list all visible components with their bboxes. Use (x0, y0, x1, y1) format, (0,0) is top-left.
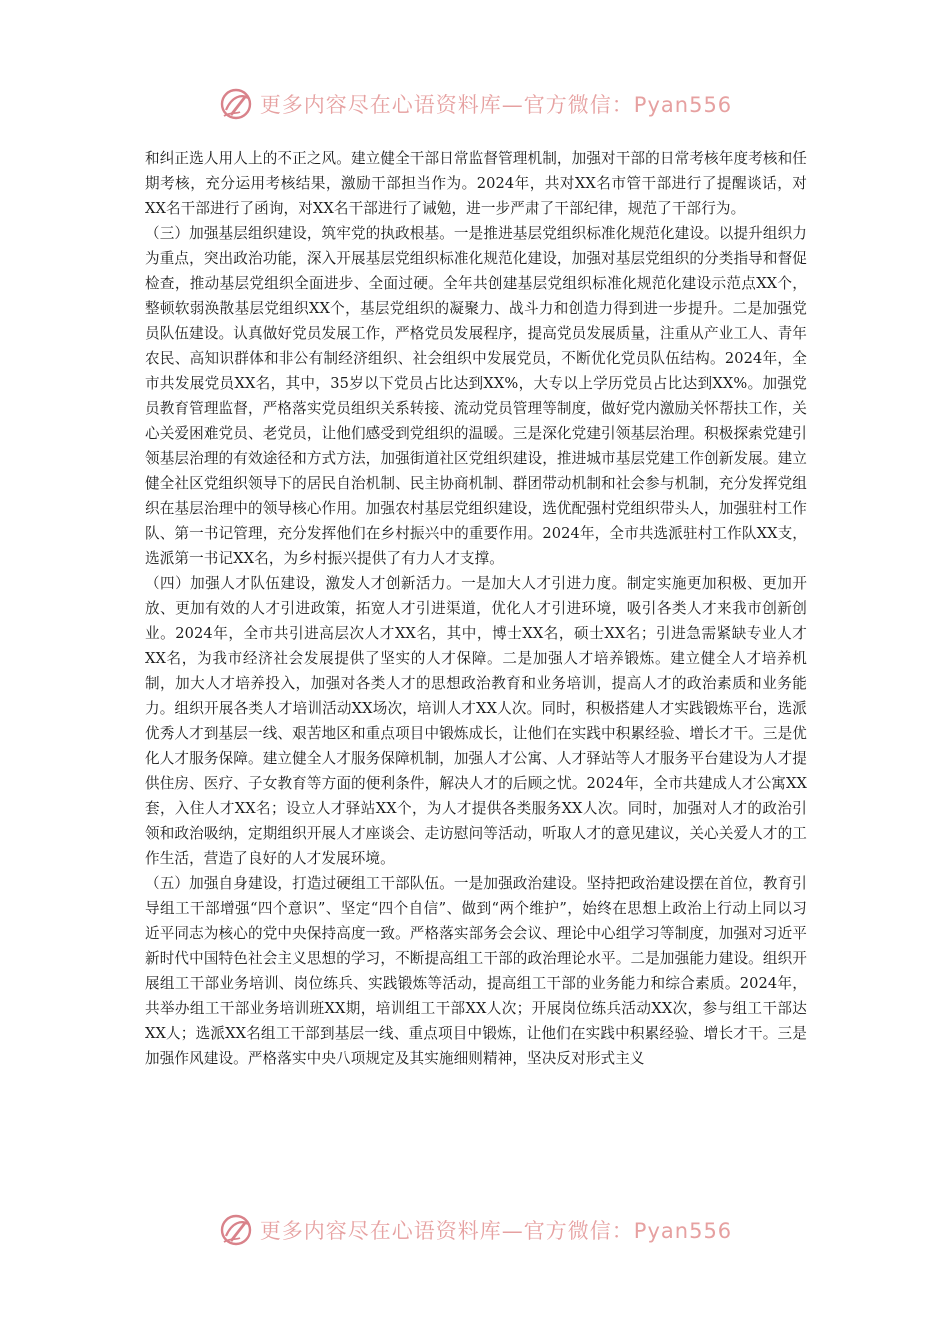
watermark-text: 更多内容尽在心语资料库—官方微信：Pyan556 (259, 93, 733, 117)
paragraph-section-5: （五）加强自身建设，打造过硬组工干部队伍。一是加强政治建设。坚持把政治建设摆在首位，教育引导组工干部增强“四个意识”、坚定“四个自信”、做到“两个维护”，始终在思想上政治上行动上同以习近平同志为核心的党中央保持高度一致。严格落实部务会会议、理论中心组学习等制度，加强对习近平新时代中国特色社会主义思想的学习，不断提高组工干部的政治理论水平。二是加强能力建设。组织开展组工干部业务培训、岗位练兵、实践锻炼等活动，提高组工干部的业务能力和综合素质。2024年，共举办组工干部业务培训班XX期，培训组工干部XX人次；开展岗位练兵活动XX次，参与组工干部达XX人；选派XX名组工干部到基层一线、重点项目中锻炼，让他们在实践中积累经验、增长才干。三是加强作风建设。严格落实中央八项规定及其实施细则精神，坚决反对形式主义 (145, 875, 807, 1067)
header-watermark (0, 84, 950, 124)
paragraph-section-3: （三）加强基层组织建设，筑牢党的执政根基。一是推进基层党组织标准化规范化建设。以提升组织力为重点，突出政治功能，深入开展基层党组织标准化规范化建设，加强对基层党组织的分类指导和督促检查，推动基层党组织全面进步、全面过硬。全年共创建基层党组织标准化规范化建设示范点XX个，整顿软弱涣散基层党组织XX个，基层党组织的凝聚力、战斗力和创造力得到进一步提升。二是加强党员队伍建设。认真做好党员发展工作，严格党员发展程序，提高党员发展质量，注重从产业工人、青年农民、高知识群体和非公有制经济组织、社会组织中发展党员，不断优化党员队伍结构。2024年，全市共发展党员XX名，其中，35岁以下党员占比达到XX%，大专以上学历党员占比达到XX%。加强党员教育管理监督，严格落实党员组织关系转接、流动党员管理等制度，做好党内激励关怀帮扶工作，关心关爱困难党员、老党员，让他们感受到党组织的温暖。三是深化党建引领基层治理。积极探索党建引领基层治理的有效途径和方式方法，加强街道社区党组织建设，推进城市基层党建工作创新发展。建立健全社区党组织领导下的居民自治机制、民主协商机制、群团带动机制和社会参与机制，充分发挥党组织在基层治理中的领导核心作用。加强农村基层党组织建设，选优配强村党组织带头人，加强驻村工作队、第一书记管理，充分发挥他们在乡村振兴中的重要作用。2024年，全市共选派驻村工作队XX支，选派第一书记XX名，为乡村振兴提供了有力人才支撑。 (145, 225, 807, 567)
footer-watermark (0, 1210, 950, 1250)
document-body (145, 146, 807, 1071)
watermark-text: 更多内容尽在心语资料库—官方微信：Pyan556 (259, 1219, 733, 1243)
paragraph-section-4: （四）加强人才队伍建设，激发人才创新活力。一是加大人才引进力度。制定实施更加积极、更加开放、更加有效的人才引进政策，拓宽人才引进渠道，优化人才引进环境，吸引各类人才来我市创新创业。2024年，全市共引进高层次人才XX名，其中，博士XX名，硕士XX名；引进急需紧缺专业人才XX名，为我市经济社会发展提供了坚实的人才保障。二是加强人才培养锻炼。建立健全人才培养机制，加大人才培养投入，加强对各类人才的思想政治教育和业务培训，提高人才的政治素质和业务能力。组织开展各类人才培训活动XX场次，培训人才XX人次。同时，积极搭建人才实践锻炼平台，选派优秀人才到基层一线、艰苦地区和重点项目中锻炼成长，让他们在实践中积累经验、增长才干。三是优化人才服务保障。建立健全人才服务保障机制，加强人才公寓、人才驿站等人才服务平台建设为人才提供住房、医疗、子女教育等方面的便利条件，解决人才的后顾之忧。2024年，全市共建成人才公寓XX套，入住人才XX名；设立人才驿站XX个，为人才提供各类服务XX人次。同时，加强对人才的政治引领和政治吸纳，定期组织开展人才座谈会、走访慰问等活动，听取人才的意见建议，关心关爱人才的工作生活，营造了良好的人才发展环境。 (145, 575, 807, 867)
pen-swirl-logo-icon (218, 1212, 254, 1248)
paragraph-continuation: 和纠正选人用人上的不正之风。建立健全干部日常监督管理机制，加强对干部的日常考核年度考核和任期考核，充分运用考核结果，激励干部担当作为。2024年，共对XX名市管干部进行了提醒谈话，对XX名干部进行了函询，对XX名干部进行了诫勉，进一步严肃了干部纪律，规范了干部行为。 (145, 150, 807, 217)
pen-swirl-logo-icon (218, 86, 254, 122)
